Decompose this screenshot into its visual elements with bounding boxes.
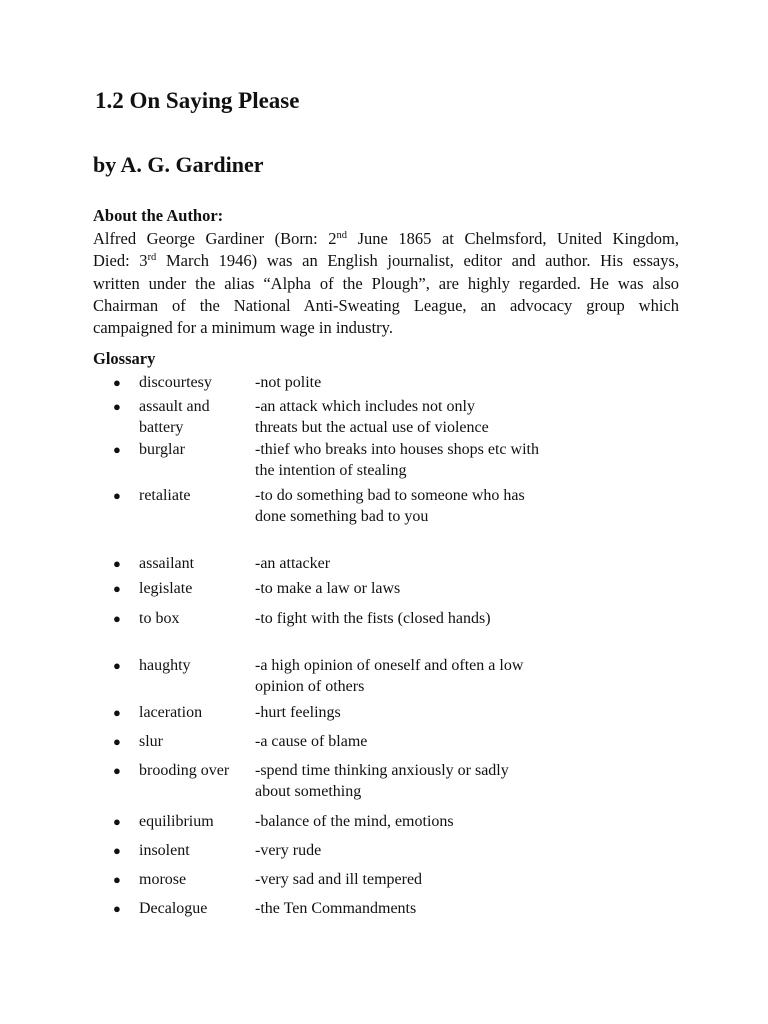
glossary-term: legislate — [139, 580, 193, 597]
bullet-icon: ● — [113, 705, 121, 720]
bullet-icon: ● — [113, 872, 121, 887]
page-title: 1.2 On Saying Please — [95, 88, 300, 113]
bullet-icon: ● — [113, 658, 121, 673]
glossary-term: haughty — [139, 657, 191, 674]
bullet-icon: ● — [113, 442, 121, 457]
bullet-icon: ● — [113, 814, 121, 829]
bullet-icon: ● — [113, 581, 121, 596]
bullet-icon: ● — [113, 399, 121, 414]
glossary-term: retaliate — [139, 487, 191, 504]
glossary-definition: -a high opinion of oneself and often a low opinion of others — [255, 657, 524, 695]
glossary-term: insolent — [139, 842, 190, 859]
bullet-icon: ● — [113, 488, 121, 503]
glossary-term: slur — [139, 733, 163, 750]
glossary-term: burglar — [139, 441, 185, 458]
glossary-term: assault and battery — [139, 398, 210, 436]
bullet-icon: ● — [113, 763, 121, 778]
author-byline: by A. G. Gardiner — [93, 152, 264, 177]
glossary-definition: -not polite — [255, 374, 322, 391]
glossary-definition: -hurt feelings — [255, 704, 341, 721]
glossary-definition: -very rude — [255, 842, 322, 859]
glossary-term: assailant — [139, 555, 195, 572]
about-line-5: campaigned for a minimum wage in industry. — [93, 318, 393, 338]
glossary-definition: -spend time thinking anxiously or sadly about something — [255, 762, 509, 800]
bullet-icon: ● — [113, 611, 121, 626]
about-author-heading: About the Author: — [93, 206, 224, 225]
glossary-definition: -to make a law or laws — [255, 580, 401, 597]
glossary-term: discourtesy — [139, 374, 212, 391]
about-line-2: Died: 3rd March 1946) was an English journalist, editor and author. His essays, — [93, 251, 679, 271]
glossary-definition: -thief who breaks into houses shops etc with the intention of stealing — [255, 441, 539, 479]
about-line-3: written under the alias “Alpha of the Plough”, are highly regarded. He was also — [93, 273, 679, 293]
bullet-icon: ● — [113, 375, 121, 390]
glossary-definition: -an attacker — [255, 555, 331, 572]
glossary-heading: Glossary — [93, 349, 156, 368]
glossary-definition: -an attack which includes not only threats but the actual use of violence — [255, 398, 489, 436]
about-line-1: Alfred George Gardiner (Born: 2nd June 1865 at Chelmsford, United Kingdom, — [93, 229, 679, 248]
glossary-definition: -the Ten Commandments — [255, 900, 417, 917]
glossary-term: laceration — [139, 704, 203, 721]
bullet-icon: ● — [113, 843, 121, 858]
glossary-definition: -balance of the mind, emotions — [255, 813, 454, 830]
bullet-icon: ● — [113, 901, 121, 916]
glossary-definition: -very sad and ill tempered — [255, 871, 423, 888]
glossary-definition: -to fight with the fists (closed hands) — [255, 610, 491, 627]
glossary-term: brooding over — [139, 762, 230, 779]
about-line-4: Chairman of the National Anti-Sweating League, an advocacy group which — [93, 295, 679, 315]
about-author-paragraph — [93, 228, 679, 339]
glossary-term: morose — [139, 871, 187, 888]
bullet-icon: ● — [113, 556, 121, 571]
glossary-term: to box — [139, 610, 180, 627]
bullet-icon: ● — [113, 734, 121, 749]
glossary-definition: -to do something bad to someone who has done something bad to you — [255, 487, 525, 525]
glossary-term: equilibrium — [139, 813, 214, 830]
glossary-definition: -a cause of blame — [255, 733, 368, 750]
glossary-term: Decalogue — [139, 900, 208, 917]
